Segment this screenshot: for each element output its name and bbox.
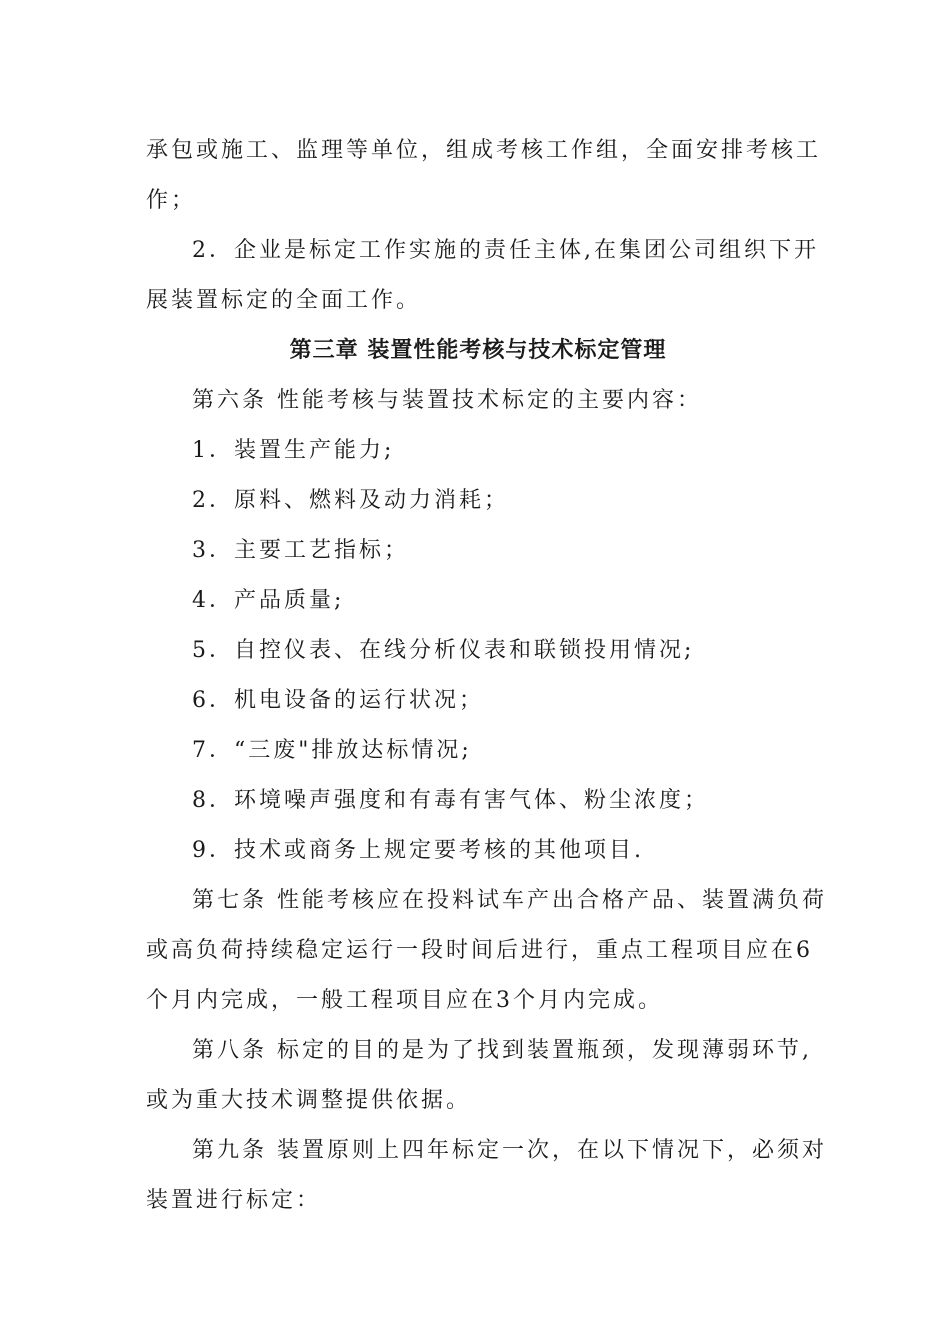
chapter-title: 第三章 装置性能考核与技术标定管理 xyxy=(289,338,667,363)
list-item: 3．主要工艺指标； xyxy=(192,538,409,563)
paragraph-line: 或高负荷持续稳定运行一段时间后进行，重点工程项目应在6 xyxy=(146,938,813,963)
list-item: 7．“三废"排放达标情况; xyxy=(192,738,472,763)
article-line: 第七条 性能考核应在投料试车产出合格产品、装置满负荷 xyxy=(192,888,827,913)
paragraph-line: 承包或施工、监理等单位，组成考核工作组，全面安排考核工 xyxy=(146,138,822,163)
list-item: 6．机电设备的运行状况； xyxy=(192,688,484,713)
paragraph-line: 装置进行标定： xyxy=(146,1188,322,1213)
paragraph-line: 展装置标定的全面工作。 xyxy=(146,288,422,313)
article-line: 第九条 装置原则上四年标定一次，在以下情况下，必须对 xyxy=(192,1138,827,1163)
paragraph-line: 或为重大技术调整提供依据。 xyxy=(146,1088,472,1113)
article-line: 第六条 性能考核与装置技术标定的主要内容： xyxy=(192,388,702,413)
document-body xyxy=(146,126,827,1226)
list-item: 1．装置生产能力; xyxy=(192,438,395,463)
list-item: 2．原料、燃料及动力消耗； xyxy=(192,488,509,513)
paragraph-line: 个月内完成，一般工程项目应在3个月内完成。 xyxy=(146,988,663,1013)
list-item: 5．自控仪表、在线分析仪表和联锁投用情况; xyxy=(192,638,695,663)
list-item: 8．环境噪声强度和有毒有害气体、粉尘浓度； xyxy=(192,788,709,813)
list-item: 4．产品质量; xyxy=(192,588,345,613)
paragraph-line: 作； xyxy=(146,188,197,213)
list-item: 9．技术或商务上规定要考核的其他项目. xyxy=(192,838,644,863)
paragraph-line: 2．企业是标定工作实施的责任主体,在集团公司组织下开 xyxy=(192,238,819,263)
article-line: 第八条 标定的目的是为了找到装置瓶颈，发现薄弱环节, xyxy=(192,1038,812,1063)
